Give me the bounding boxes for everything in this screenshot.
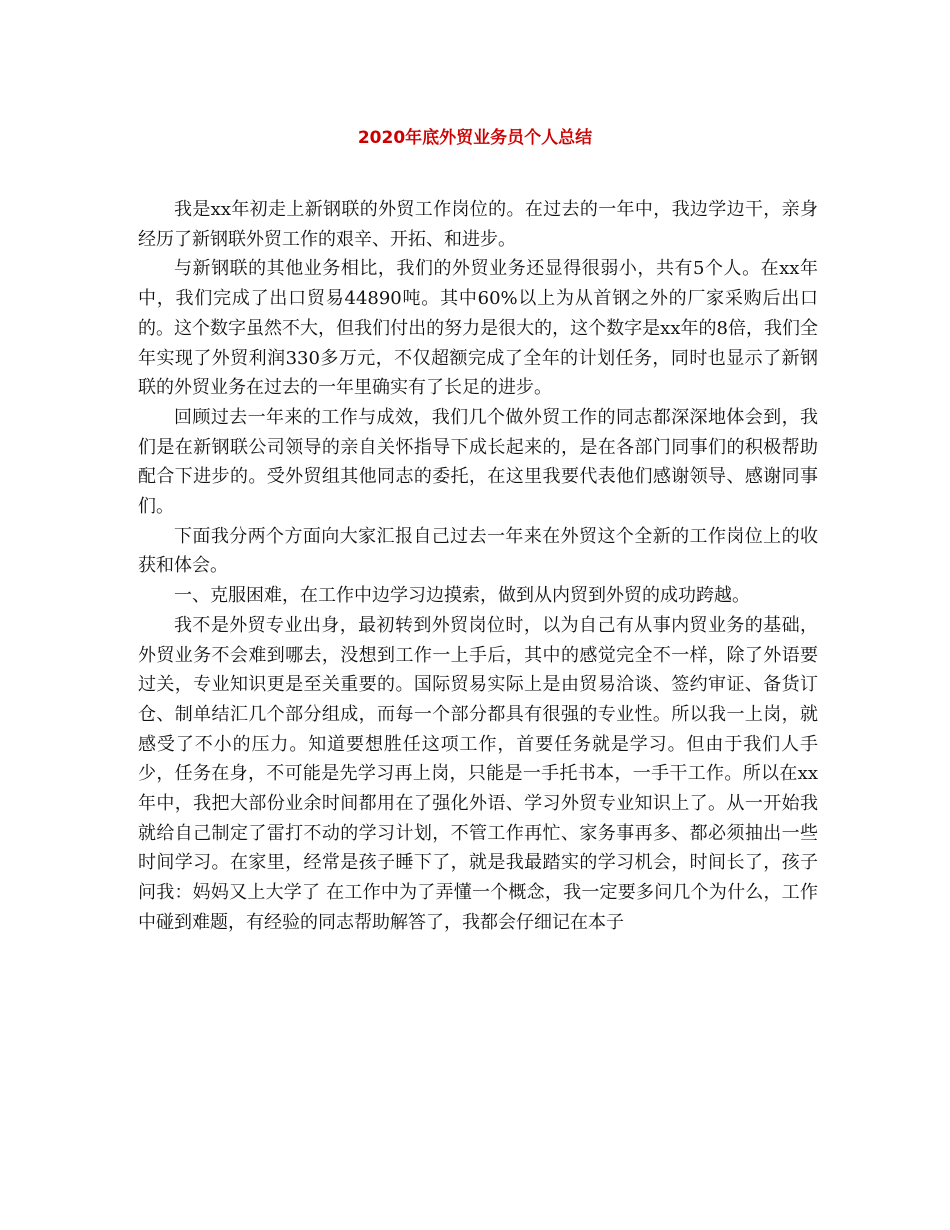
document-title: 2020年底外贸业务员个人总结 [357,128,593,148]
section-heading: 一、克服困难，在工作中边学习边摸索，做到从内贸到外贸的成功跨越。 [174,585,750,607]
paragraph: 下面我分两个方面向大家汇报自己过去一年来在外贸这个全新的工作岗位上的收获和体会。 [138,525,818,577]
paragraph: 回顾过去一年来的工作与成效，我们几个做外贸工作的同志都深深地体会到，我们是在新钢联公司领导的亲自关怀指导下成长起来的，是在各部门同事们的积极帮助配合下进步的。受外贸组其他同志的委托，在这里我要代表他们感谢领导、感谢同事们。 [138,406,818,518]
paragraph: 我不是外贸专业出身，最初转到外贸岗位时，以为自己有从事内贸业务的基础，外贸业务不会难到哪去，没想到工作一上手后，其中的感觉完全不一样，除了外语要过关，专业知识更是至关重要的。国际贸易实际上是由贸易洽谈、签约审证、备货订仓、制单结汇几个部分组成，而每一个部分都具有很强的专业性。所以我一上岗，就感受了不小的压力。知道要想胜任这项工作，首要任务就是学习。但由于我们人手少，任务在身，不可能是先学习再上岗，只能是一手托书本，一手干工作。所以在xx年中，我把大部份业余时间都用在了强化外语、学习外贸专业知识上了。从一开始我就给自己制定了雷打不动的学习计划，不管工作再忙、家务事再多、都必须抽出一些时间学习。在家里，经常是孩子睡下了，就是我最踏实的学习机会，时间长了，孩子问我：妈妈又上大学了 在工作中为了弄懂一个概念，我一定要多问几个为什么，工作中碰到难题，有经验的同志帮助解答了，我都会仔细记在本子 [138,614,818,933]
document-body [138,195,818,938]
paragraph: 我是xx年初走上新钢联的外贸工作岗位的。在过去的一年中，我边学边干，亲身经历了新钢联外贸工作的艰辛、开拓、和进步。 [138,199,818,250]
paragraph: 与新钢联的其他业务相比，我们的外贸业务还显得很弱小，共有5个人。在xx年中，我们完成了出口贸易44890吨。其中60%以上为从首钢之外的厂家采购后出口的。这个数字虽然不大，但我们付出的努力是很大的，这个数字是xx年的8倍，我们全年实现了外贸利润330多万元，不仅超额完成了全年的计划任务，同时也显示了新钢联的外贸业务在过去的一年里确实有了长足的进步。 [138,258,818,399]
